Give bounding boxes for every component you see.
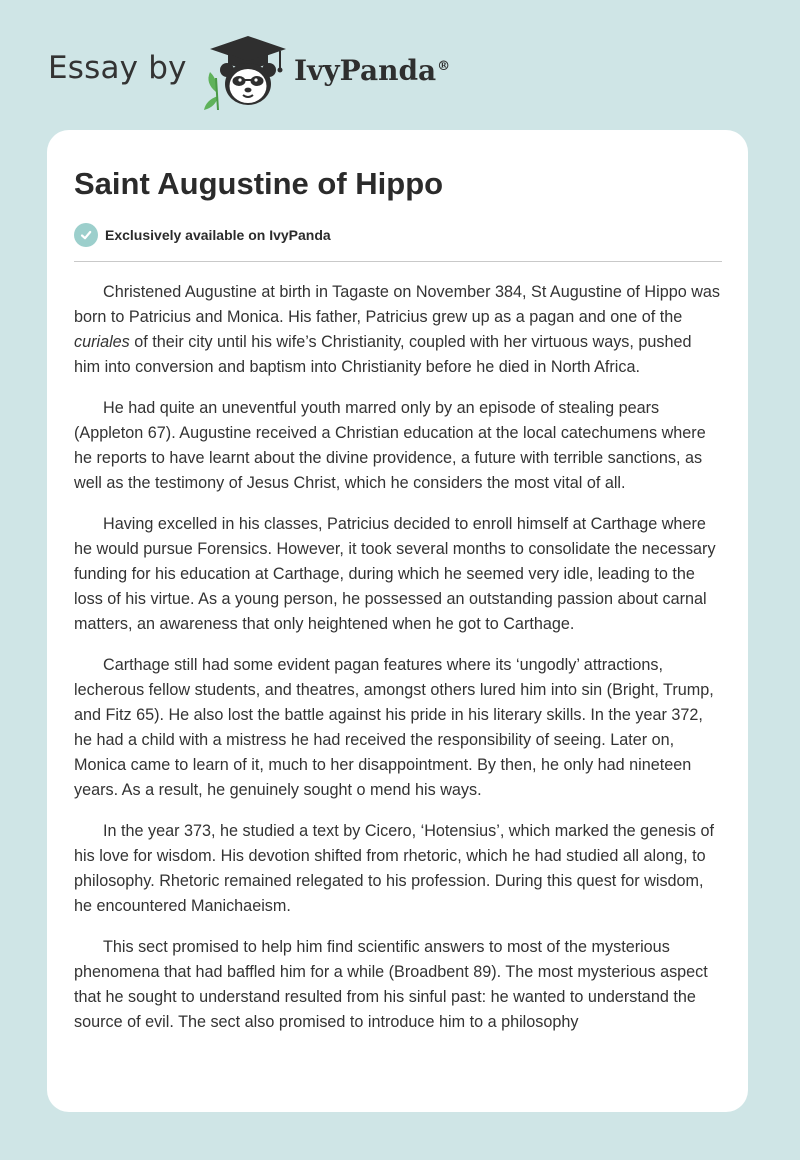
brand-header[interactable] <box>48 34 508 114</box>
brand-name-text: IvyPanda <box>294 54 437 87</box>
exclusive-badge-label: Exclusively available on IvyPanda <box>105 227 331 243</box>
brand-prefix: Essay by <box>48 50 187 86</box>
check-icon <box>74 223 98 247</box>
paragraph-2: He had quite an uneventful youth marred only by an episode of stealing pears (Appleton 67). Augustine received a Christian education at the local catechumens where he reports to have learnt about the divine providence, a future with terrible sanctions, as well as the testimony of Jesus Christ, which he considers the most vital of all. <box>74 399 706 492</box>
paragraph-5: In the year 373, he studied a text by Cicero, ‘Hotensius’, which marked the genesis of his love for wisdom. His devotion shifted from rhetoric, which he had studied all along, to philosophy. Rhetoric remained relegated to his profession. During this quest for wisdom, he encountered Manichaeism. <box>74 822 714 915</box>
paragraph-1-italic-term: curiales <box>74 333 130 351</box>
brand-name <box>294 54 450 87</box>
panda-graduation-cap-icon <box>200 34 292 110</box>
essay-title: Saint Augustine of Hippo <box>74 166 444 201</box>
exclusive-badge <box>74 222 331 248</box>
paragraph-1 <box>74 280 722 380</box>
paragraph-6: This sect promised to help him find scientific answers to most of the mysterious phenomena that had baffled him for a while (Broadbent 89). The most mysterious aspect that he sought to understand resulted from his sinful past: he wanted to understand the source of evil. The sect also promised to introduce him to a philosophy <box>74 938 708 1031</box>
paragraph-1-end: of their city until his wife’s Christianity, coupled with her virtuous ways, pushed him into conversion and baptism into Christianity before he died in North Africa. <box>74 333 692 376</box>
paragraph-1-start: Christened Augustine at birth in Tagaste on November 384, St Augustine of Hippo was born to Patricius and Monica. His father, Patricius grew up as a pagan and one of the <box>74 283 721 326</box>
registered-mark: ® <box>437 58 451 74</box>
paragraph-3: Having excelled in his classes, Patricius decided to enroll himself at Carthage where he would pursue Forensics. However, it took several months to consolidate the necessary funding for his education at Carthage, during which he seemed very idle, leading to the loss of his virtue. As a young person, he possessed an outstanding passion about carnal matters, an awareness that only heightened when he got to Carthage. <box>74 515 716 633</box>
essay-body <box>74 280 722 1051</box>
essay-card <box>47 130 748 1112</box>
paragraph-4: Carthage still had some evident pagan features where its ‘ungodly’ attractions, lecherous fellow students, and theatres, amongst others lured him into sin (Bright, Trump, and Fitz 65). He also lost the battle against his pride in his literary skills. In the year 372, he had a child with a mistress he had received the responsibility of seeing. Later on, Monica came to learn of it, much to her disappointment. By then, he only had nineteen years. As a result, he genuinely sought o mend his ways. <box>74 656 714 799</box>
divider <box>74 261 722 262</box>
